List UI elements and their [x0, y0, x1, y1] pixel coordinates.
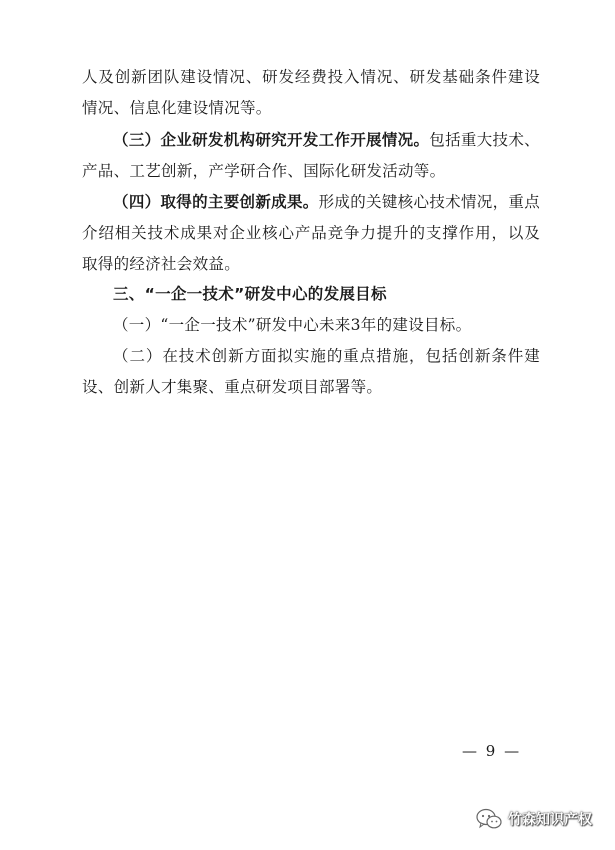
wechat-icon	[476, 807, 502, 831]
paragraph-2-lead: （三）企业研发机构研究开发工作开展情况。	[113, 130, 430, 149]
section-heading-text: 三、“一企一技术”研发中心的发展目标	[113, 285, 387, 303]
paragraph-1	[82, 62, 540, 124]
paragraph-5	[82, 341, 540, 403]
paragraph-3	[82, 186, 540, 280]
paragraph-2-text: 包括重大技术、产品、工艺创新，产学研合作、国际化研发活动等。	[82, 131, 540, 180]
page-number: — 9 —	[462, 742, 522, 760]
paragraph-1-text: 人及创新团队建设情况、研发经费投入情况、研发基础条件建设情况、信息化建设情况等。	[82, 68, 540, 117]
paragraph-4	[82, 310, 540, 341]
watermark-text: 竹森知识产权	[508, 812, 592, 828]
paragraph-4-text: （一）“一企一技术”研发中心未来3年的建设目标。	[113, 316, 472, 334]
paragraph-3-lead: （四）取得的主要创新成果。	[113, 192, 319, 211]
section-heading-3	[82, 279, 540, 310]
paragraph-3-text: 形成的关键核心技术情况，重点介绍相关技术成果对企业核心产品竞争力提升的支撑作用，以及取得的经济社会效益。	[82, 193, 541, 273]
paragraph-5-text: （二）在技术创新方面拟实施的重点措施，包括创新条件建设、创新人才集聚、重点研发项目部署等。	[82, 347, 540, 396]
paragraph-2	[82, 124, 540, 187]
watermark	[476, 804, 592, 834]
